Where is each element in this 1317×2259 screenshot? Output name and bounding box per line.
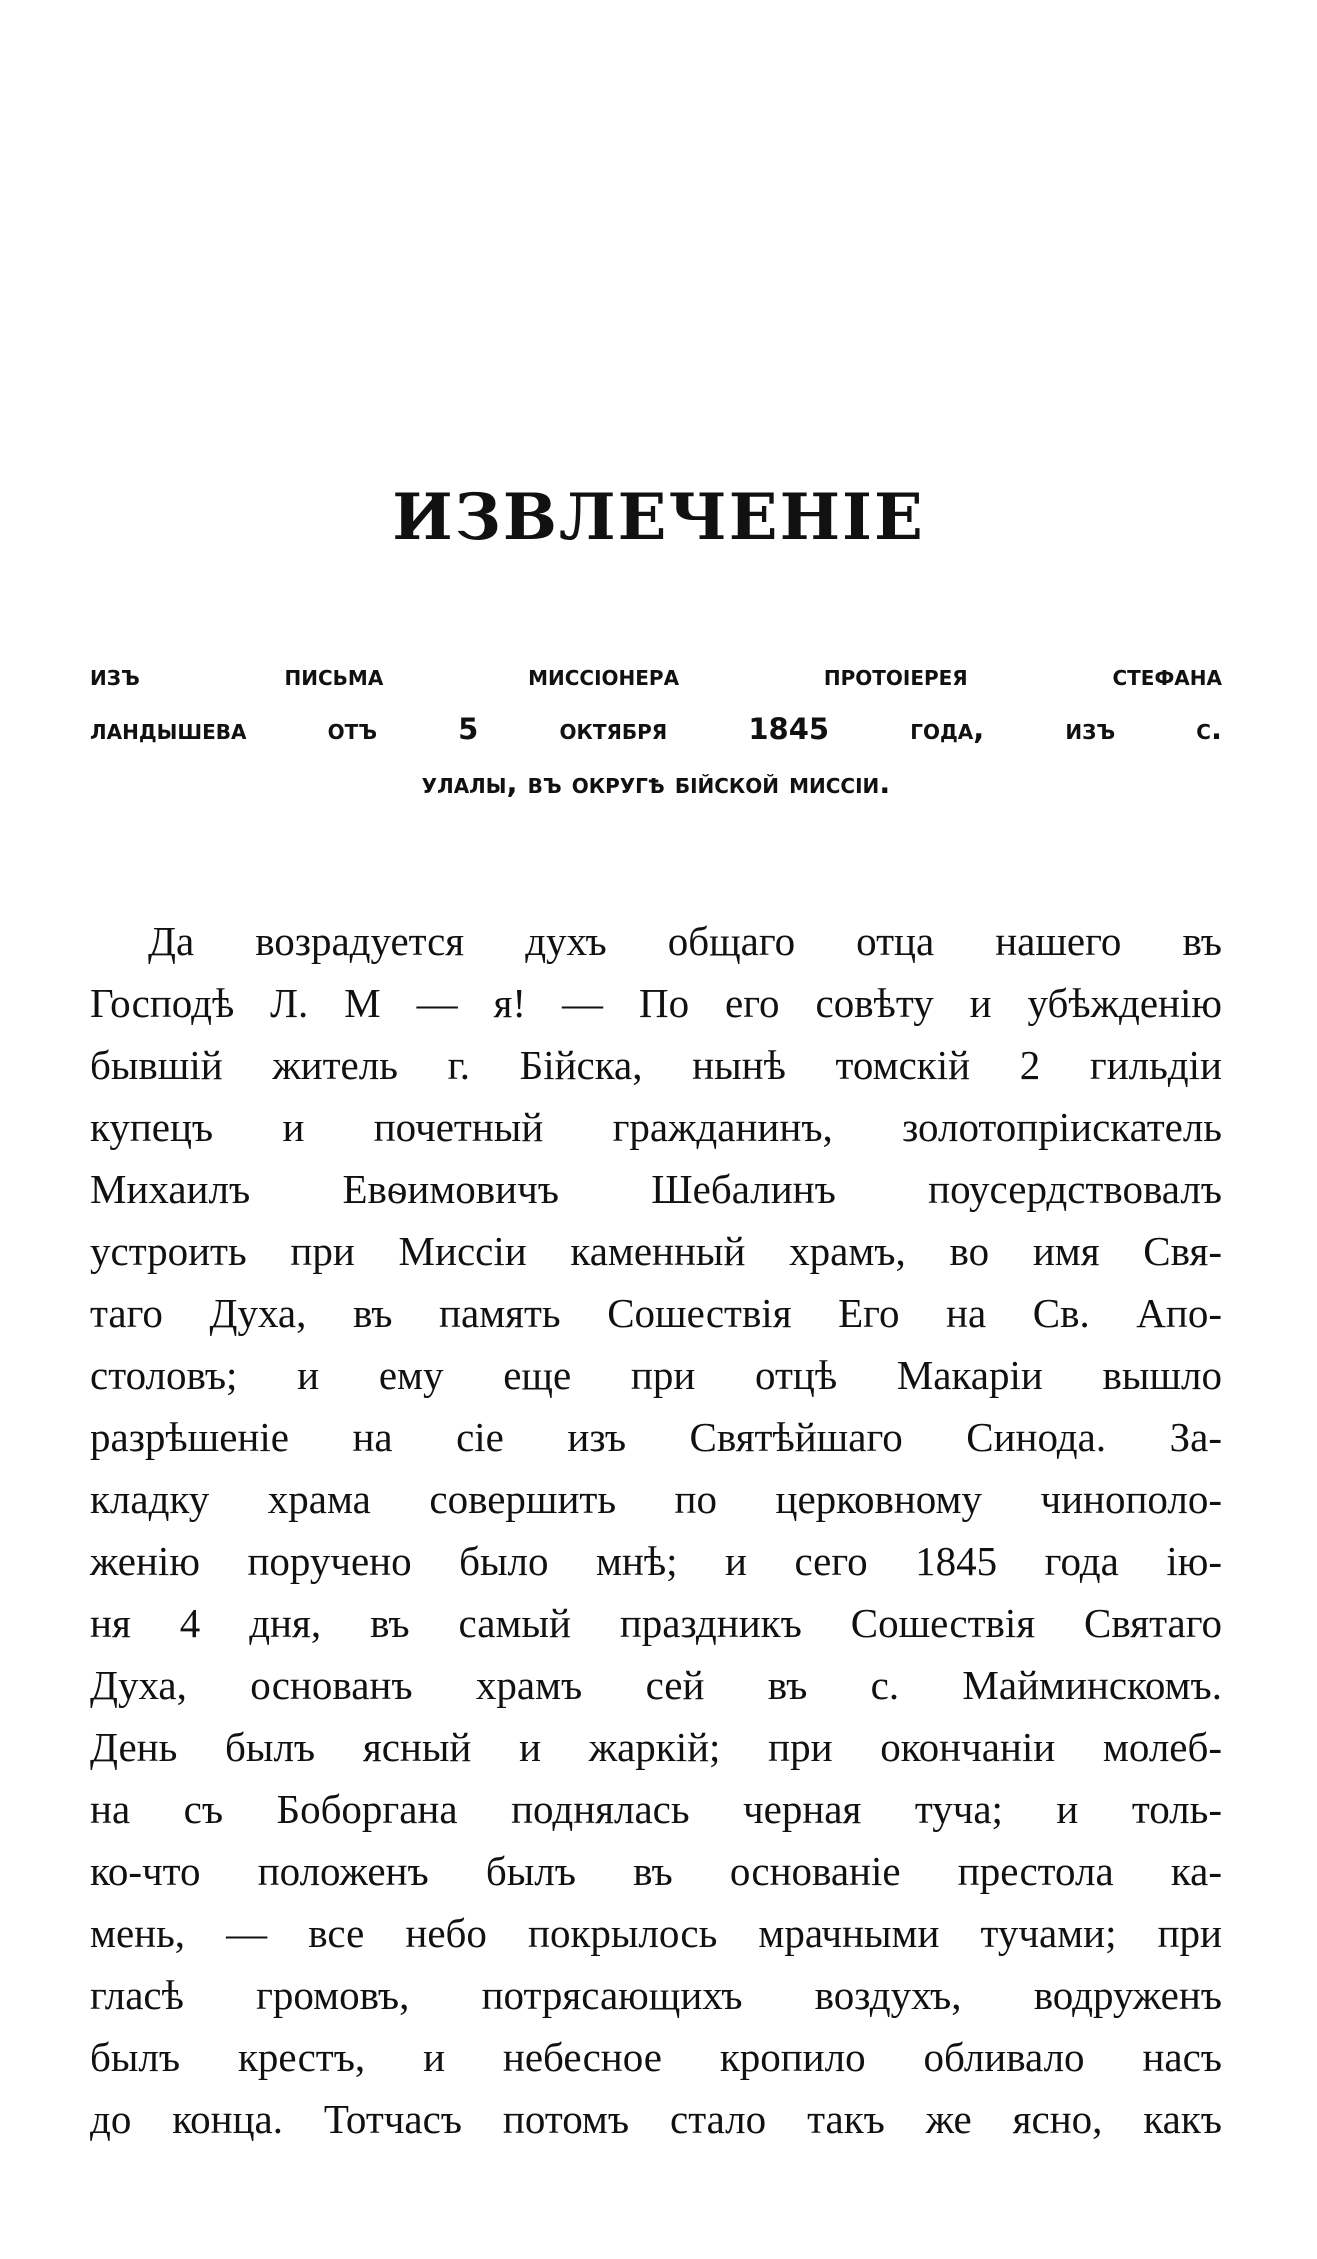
body-text: [90, 910, 1222, 2150]
text-line: Духа, основанъ храмъ сей въ с. Майминскомъ.: [90, 1662, 1222, 1708]
text-line: разрѣшеніе на сіе изъ Святѣйшаго Синода. За-: [90, 1414, 1222, 1460]
text-line: мень, — все небо покрылось мрачными тучами; при: [90, 1910, 1222, 1956]
text-line: ко-что положенъ былъ въ основаніе престола ка-: [90, 1848, 1222, 1894]
text-line: столовъ; и ему еще при отцѣ Макаріи вышло: [90, 1352, 1222, 1398]
text-line: гласѣ громовъ, потрясающихъ воздухъ, водруженъ: [90, 1972, 1222, 2018]
text-line: на съ Боборгана поднялась черная туча; и толь-: [90, 1786, 1222, 1832]
text-line: Михаилъ Евѳимовичъ Шебалинъ поусердствовалъ: [90, 1166, 1222, 1212]
page-title: ИЗВЛЕЧЕНІЕ: [392, 480, 925, 555]
letter-subtitle: [90, 648, 1222, 810]
text-line: Да возрадуется духъ общаго отца нашего въ: [148, 918, 1222, 964]
text-line: женію поручено было мнѣ; и сего 1845 года ію-: [90, 1538, 1222, 1584]
subtitle-line: улалы, въ округѣ бійской миссіи.: [421, 766, 891, 800]
text-line: День былъ ясный и жаркій; при окончаніи молеб-: [90, 1724, 1222, 1770]
subtitle-line: изъ письма миссіонера протоіерея стефана: [90, 658, 1222, 692]
text-line: бывшій житель г. Бійска, нынѣ томскій 2 гильдіи: [90, 1042, 1222, 1088]
text-line: былъ крестъ, и небесное кропило обливало насъ: [90, 2034, 1222, 2080]
subtitle-line: ландышева отъ 5 октября 1845 года, изъ с.: [90, 712, 1222, 746]
text-line: кладку храма совершить по церковному чинополо-: [90, 1476, 1222, 1522]
text-line: купецъ и почетный гражданинъ, золотопріискатель: [90, 1104, 1222, 1150]
text-line: ня 4 дня, въ самый праздникъ Сошествія Святаго: [90, 1600, 1222, 1646]
text-line: до конца. Тотчасъ потомъ стало такъ же ясно, какъ: [90, 2096, 1222, 2142]
text-line: таго Духа, въ память Сошествія Его на Св. Апо-: [90, 1290, 1222, 1336]
text-line: Господѣ Л. М — я! — По его совѣту и убѣжденію: [90, 980, 1222, 1026]
text-line: устроить при Миссіи каменный храмъ, во имя Свя-: [90, 1228, 1222, 1274]
